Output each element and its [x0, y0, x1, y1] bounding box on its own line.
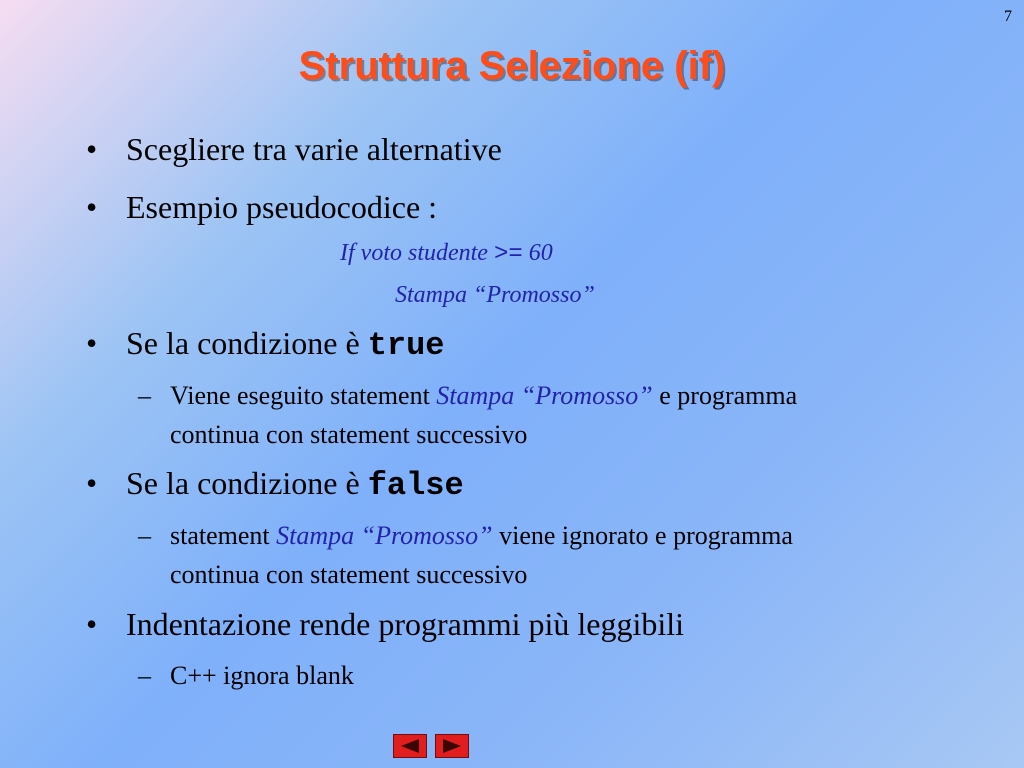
slide-number: 7: [1004, 8, 1012, 25]
left-arrow-icon: [399, 738, 421, 754]
pseudocode-line: Stampa “Promosso”: [395, 282, 595, 308]
sub-bullet-continuation: continua con statement successivo: [170, 560, 528, 589]
sub-bullet-item: [138, 381, 797, 411]
bullet-item: [86, 325, 445, 364]
bullet-item: [86, 606, 684, 643]
pseudocode-line: [340, 240, 553, 268]
right-arrow-icon: [441, 738, 463, 754]
highlight-text: Stampa “Promosso”: [436, 381, 653, 410]
sub-bullet-text: e programma: [652, 381, 798, 410]
sub-bullet-item: [138, 521, 793, 551]
dash-marker: –: [138, 521, 151, 550]
sub-bullet-continuation: continua con statement successivo: [170, 420, 528, 449]
pseudocode-operator: >=: [493, 241, 523, 268]
next-slide-button[interactable]: [435, 734, 469, 758]
pseudocode-text: If voto studente: [340, 240, 494, 266]
bullet-marker: •: [86, 606, 98, 642]
dash-marker: –: [138, 381, 151, 410]
dash-marker: –: [138, 661, 151, 690]
bullet-text: Se la condizione è: [126, 465, 368, 501]
bullet-item: [86, 465, 464, 504]
pseudocode-text: 60: [522, 240, 553, 266]
highlight-text: Stampa “Promosso”: [276, 521, 493, 550]
previous-slide-button[interactable]: [393, 734, 427, 758]
bullet-item: [86, 189, 437, 226]
sub-bullet-text: C++ ignora blank: [170, 661, 354, 690]
bullet-marker: •: [86, 325, 98, 361]
bullet-item: [86, 131, 502, 168]
bullet-text: Scegliere tra varie alternative: [126, 131, 502, 167]
sub-bullet-text: Viene eseguito statement: [170, 381, 437, 410]
code-keyword: true: [367, 327, 445, 364]
slide-title: Struttura Selezione (if): [298, 44, 726, 88]
bullet-text: Se la condizione è: [126, 325, 368, 361]
sub-bullet-item: [138, 661, 354, 691]
sub-bullet-text: viene ignorato e programma: [492, 521, 793, 550]
bullet-text: Esempio pseudocodice :: [126, 189, 438, 225]
bullet-text: Indentazione rende programmi più leggibili: [126, 606, 685, 642]
code-keyword: false: [367, 467, 464, 504]
bullet-marker: •: [86, 131, 98, 167]
sub-bullet-text: statement: [170, 521, 277, 550]
bullet-marker: •: [86, 465, 98, 501]
bullet-marker: •: [86, 189, 98, 225]
